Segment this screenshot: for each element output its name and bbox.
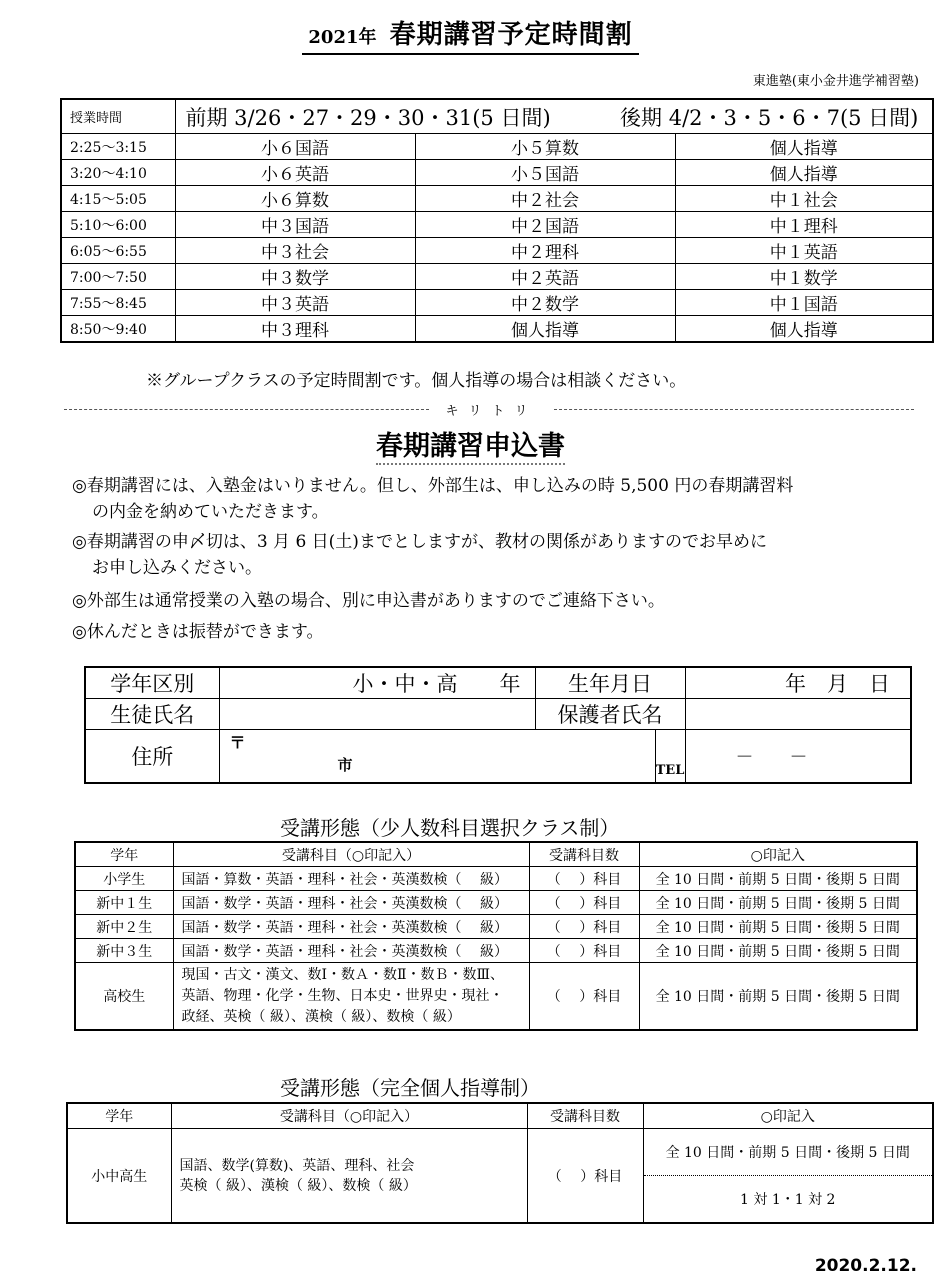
grade-field[interactable]: 小・中・高 年 (219, 667, 535, 699)
period-cell[interactable]: 全 10 日間・前期 5 日間・後期 5 日間 (639, 963, 917, 1031)
time-slot: 2:25〜3:15 (61, 134, 175, 160)
term2-label: 後期 4/2・3・5・6・7(5 日間) (620, 105, 919, 130)
class-cell: 中２社会 (415, 186, 675, 212)
schedule-row (61, 134, 933, 160)
notice-1-line2: の内金を納めていただきます。 (92, 502, 329, 522)
hs-subjects-line3: 政経、英検（ 級）、漢検（ 級）、数検（ 級） (181, 1008, 461, 1025)
grade-cell: 新中１生 (75, 891, 173, 915)
count-cell[interactable]: （ ）科目 (529, 939, 639, 963)
form-row-name (85, 699, 911, 730)
hs-subjects-line1: 現国・古文・漢文、数Ⅰ・数Ａ・数Ⅱ・数Ｂ・数Ⅲ、 (181, 966, 505, 983)
individual-course-title: 受講形態（完全個人指導制） (280, 1076, 540, 1100)
class-cell: 個人指導 (675, 160, 933, 186)
col-subjects: 受講科目（○印記入） (173, 842, 529, 867)
class-cell: 中１国語 (675, 290, 933, 316)
cut-label: キリトリ (445, 404, 538, 419)
col-grade: 学年 (67, 1103, 171, 1129)
birthdate-label: 生年月日 (535, 667, 685, 699)
notice-1-line1: ◎春期講習には、入塾金はいりません。但し、外部生は、申し込みの時 5,500 円の春期講習料 (72, 476, 794, 496)
class-cell: 中２数学 (415, 290, 675, 316)
period-cell[interactable]: 全 10 日間・前期 5 日間・後期 5 日間 (639, 939, 917, 963)
time-slot: 7:55〜8:45 (61, 290, 175, 316)
col-mark: ○印記入 (639, 842, 917, 867)
class-cell: 中１社会 (675, 186, 933, 212)
title-text: 春期講習予定時間割 (389, 20, 633, 50)
page-title (0, 14, 941, 55)
address-label: 住所 (85, 730, 219, 784)
count-cell[interactable]: （ ）科目 (529, 891, 639, 915)
subjects-cell[interactable]: 国語・数学・英語・理科・社会・英漢数検（ 級） (173, 891, 529, 915)
class-cell: 小６国語 (175, 134, 415, 160)
notice-4: ◎休んだときは振替ができます。 (72, 622, 324, 642)
application-title (0, 424, 941, 463)
class-cell: 中２理科 (415, 238, 675, 264)
col-mark: ○印記入 (643, 1103, 933, 1129)
form-row-address (85, 730, 911, 784)
class-cell: 小５国語 (415, 160, 675, 186)
class-cell: 小５算数 (415, 134, 675, 160)
group-course-table (74, 841, 918, 1031)
grade-cell: 新中３生 (75, 939, 173, 963)
group-header-row (75, 842, 917, 867)
grade-cell: 小学生 (75, 867, 173, 891)
student-name-field[interactable] (219, 699, 535, 730)
class-cell: 小６英語 (175, 160, 415, 186)
subjects-cell[interactable]: 国語・数学・英語・理科・社会・英漢数検（ 級） (173, 939, 529, 963)
guardian-name-field[interactable] (685, 699, 911, 730)
notice-2 (72, 529, 922, 581)
col-grade: 学年 (75, 842, 173, 867)
indiv-subjects-line1: 国語、数学(算数)、英語、理科、社会 (179, 1157, 415, 1174)
tel-field[interactable]: － － (685, 730, 911, 784)
grade-cell: 高校生 (75, 963, 173, 1031)
cut-dash-right (554, 409, 914, 410)
time-slot: 5:10〜6:00 (61, 212, 175, 238)
subjects-cell[interactable]: 国語・算数・英語・理科・社会・英漢数検（ 級） (173, 867, 529, 891)
student-name-label: 生徒氏名 (85, 699, 219, 730)
class-cell: 中３英語 (175, 290, 415, 316)
class-cell: 中３理科 (175, 316, 415, 343)
class-cell: 中１数学 (675, 264, 933, 290)
individual-row (67, 1129, 933, 1176)
form-row-grade (85, 667, 911, 699)
class-cell: 中３国語 (175, 212, 415, 238)
format-cell[interactable]: 1 対 1・1 対 2 (643, 1176, 933, 1224)
term1-label: 前期 3/26・27・29・30・31(5 日間) (185, 105, 551, 130)
footer-date: 2020.2.12. (814, 1256, 917, 1276)
period-cell[interactable]: 全 10 日間・前期 5 日間・後期 5 日間 (639, 891, 917, 915)
notice-2-line2: お申し込みください。 (92, 558, 262, 578)
subjects-cell[interactable]: 国語・数学・英語・理科・社会・英漢数検（ 級） (173, 915, 529, 939)
indiv-subjects-line2: 英検（ 級）、漢検（ 級）、数検（ 級） (179, 1177, 417, 1194)
count-cell[interactable]: （ ）科目 (529, 867, 639, 891)
time-slot: 8:50〜9:40 (61, 316, 175, 343)
class-cell: 中１理科 (675, 212, 933, 238)
city-label: 市 (337, 756, 353, 774)
period-cell[interactable]: 全 10 日間・前期 5 日間・後期 5 日間 (639, 915, 917, 939)
schedule-row (61, 290, 933, 316)
count-cell[interactable]: （ ）科目 (529, 915, 639, 939)
schedule-row (61, 160, 933, 186)
cut-dash-left (64, 409, 429, 410)
notice-1 (72, 473, 922, 525)
time-slot: 7:00〜7:50 (61, 264, 175, 290)
time-slot: 6:05〜6:55 (61, 238, 175, 264)
count-cell[interactable]: （ ）科目 (529, 963, 639, 1031)
individual-header-row (67, 1103, 933, 1129)
notice-2-line1: ◎春期講習の申〆切は、3 月 6 日(土)までとしますが、教材の関係がありますのでお早めに (72, 532, 767, 552)
grade-label: 学年区別 (85, 667, 219, 699)
schedule-note: ※グループクラスの予定時間割です。個人指導の場合は相談ください。 (146, 371, 687, 391)
group-row-highschool (75, 963, 917, 1031)
birthdate-field[interactable]: 年 月 日 (685, 667, 911, 699)
time-header: 授業時間 (61, 99, 175, 134)
group-row (75, 939, 917, 963)
group-course-title: 受講形態（少人数科目選択クラス制） (280, 816, 620, 840)
school-name: 東進塾(東小金井進学補習塾) (752, 74, 919, 89)
time-slot: 4:15〜5:05 (61, 186, 175, 212)
col-count: 受講科目数 (527, 1103, 643, 1129)
schedule-row (61, 186, 933, 212)
count-cell[interactable]: （ ）科目 (527, 1129, 643, 1224)
period-cell[interactable]: 全 10 日間・前期 5 日間・後期 5 日間 (643, 1129, 933, 1176)
col-subjects: 受講科目（○印記入） (171, 1103, 527, 1129)
grade-cell: 小中高生 (67, 1129, 171, 1224)
time-slot: 3:20〜4:10 (61, 160, 175, 186)
class-cell: 個人指導 (675, 134, 933, 160)
class-cell: 中３数学 (175, 264, 415, 290)
postal-mark: 〒 (229, 733, 246, 752)
schedule-table (60, 98, 934, 343)
student-info-form (84, 666, 912, 784)
tel-label: TEL (655, 730, 685, 784)
class-cell: 中２国語 (415, 212, 675, 238)
class-cell: 個人指導 (675, 316, 933, 343)
schedule-row (61, 238, 933, 264)
guardian-name-label: 保護者氏名 (535, 699, 685, 730)
title-year: 2021年 (308, 27, 377, 48)
group-row (75, 891, 917, 915)
class-cell: 中２英語 (415, 264, 675, 290)
term-header (175, 99, 933, 134)
notice-3: ◎外部生は通常授業の入塾の場合、別に申込書がありますのでご連絡下さい。 (72, 591, 665, 611)
class-cell: 中３社会 (175, 238, 415, 264)
schedule-row (61, 212, 933, 238)
cut-line (64, 400, 914, 420)
hs-subjects-line2: 英語、物理・化学・生物、日本史・世界史・現社・ (181, 987, 504, 1004)
period-cell[interactable]: 全 10 日間・前期 5 日間・後期 5 日間 (639, 867, 917, 891)
address-field[interactable] (219, 730, 655, 784)
schedule-row (61, 264, 933, 290)
subjects-cell[interactable] (171, 1129, 527, 1224)
group-row (75, 915, 917, 939)
individual-course-table (66, 1102, 934, 1224)
schedule-header-row (61, 99, 933, 134)
schedule-row (61, 316, 933, 343)
class-cell: 小６算数 (175, 186, 415, 212)
grade-cell: 新中２生 (75, 915, 173, 939)
class-cell: 個人指導 (415, 316, 675, 343)
group-row (75, 867, 917, 891)
application-title-text: 春期講習申込書 (376, 431, 565, 465)
subjects-cell-highschool[interactable] (173, 963, 529, 1031)
class-cell: 中１英語 (675, 238, 933, 264)
col-count: 受講科目数 (529, 842, 639, 867)
